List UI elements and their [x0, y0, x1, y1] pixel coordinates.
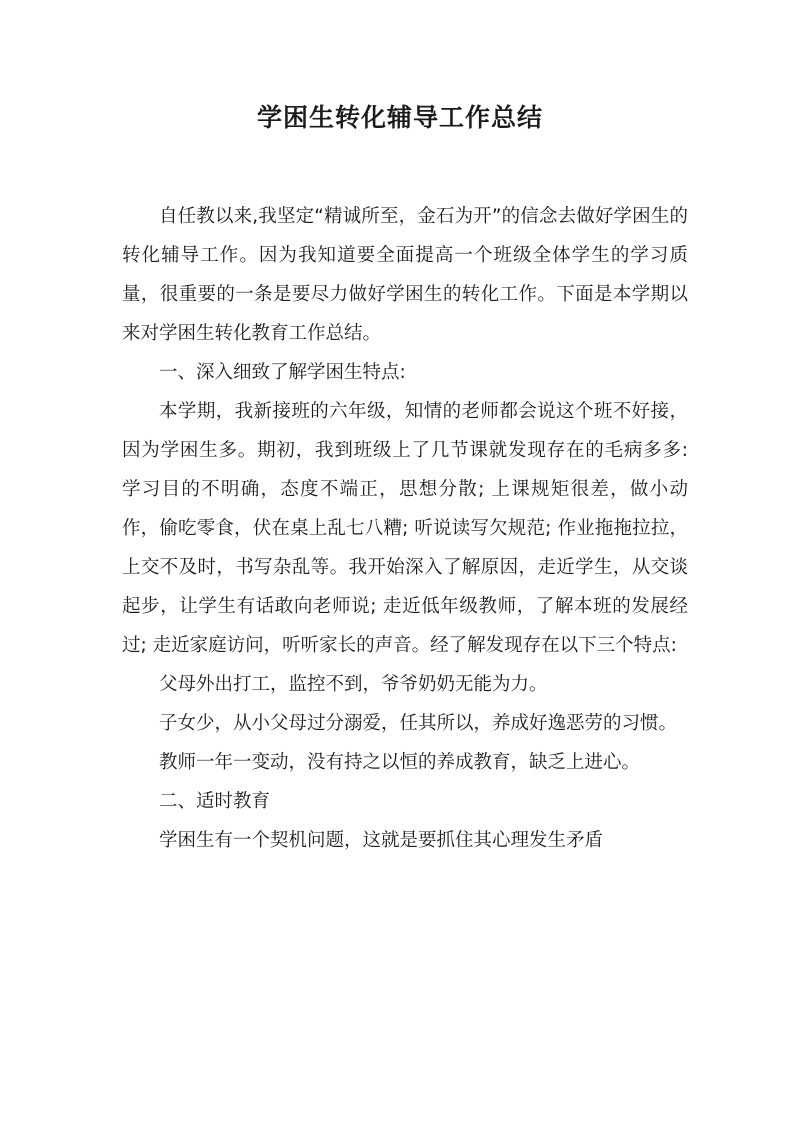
paragraph-timely-education: 学困生有一个契机问题，这就是要抓住其心理发生矛盾	[159, 830, 604, 851]
paragraph-intro: 自任教以来,我坚定“精诚所至，金石为开”的信念去做好学困生的转化辅导工作。因为我知道要全面提高一个班级全体学生的学习质量，很重要的一条是要尽力做好学困生的转化工作。下面是本学期以来对学困生转化教育工作总结。	[122, 206, 688, 344]
paragraph-feature-2: 子女少，从小父母过分溺爱，任其所以，养成好逸恶劳的习惯。	[159, 713, 678, 734]
document-title: 学困生转化辅导工作总结	[256, 103, 543, 132]
paragraph-observations: 本学期，我新接班的六年级，知情的老师都会说这个班不好接，因为学困生多。期初，我到班级上了几节课就发现存在的毛病多多: 学习目的不明确，态度不端正，思想分散; 上课规矩很差，做小动作，偷吃零食，伏在桌上乱七八糟; 听说读写欠规范; 作业拖拖拉拉，上交不及时，书写杂乱等。我开始深入了解原因，走近学生，从交谈起步，让学生有话敢向老师说; 走近低年级教师，了解本班的发展经过; 走近家庭访问，听听家长的声音。经了解发现存在以下三个特点:	[122, 401, 688, 656]
paragraph-feature-3: 教师一年一变动，没有持之以恒的养成教育，缺乏上进心。	[159, 752, 641, 773]
section-heading-2: 二、适时教育	[159, 791, 271, 812]
section-heading-1: 一、深入细致了解学困生特点:	[159, 362, 406, 383]
document-body	[122, 197, 688, 860]
paragraph-feature-1: 父母外出打工，监控不到，爷爷奶奶无能为力。	[159, 674, 548, 695]
